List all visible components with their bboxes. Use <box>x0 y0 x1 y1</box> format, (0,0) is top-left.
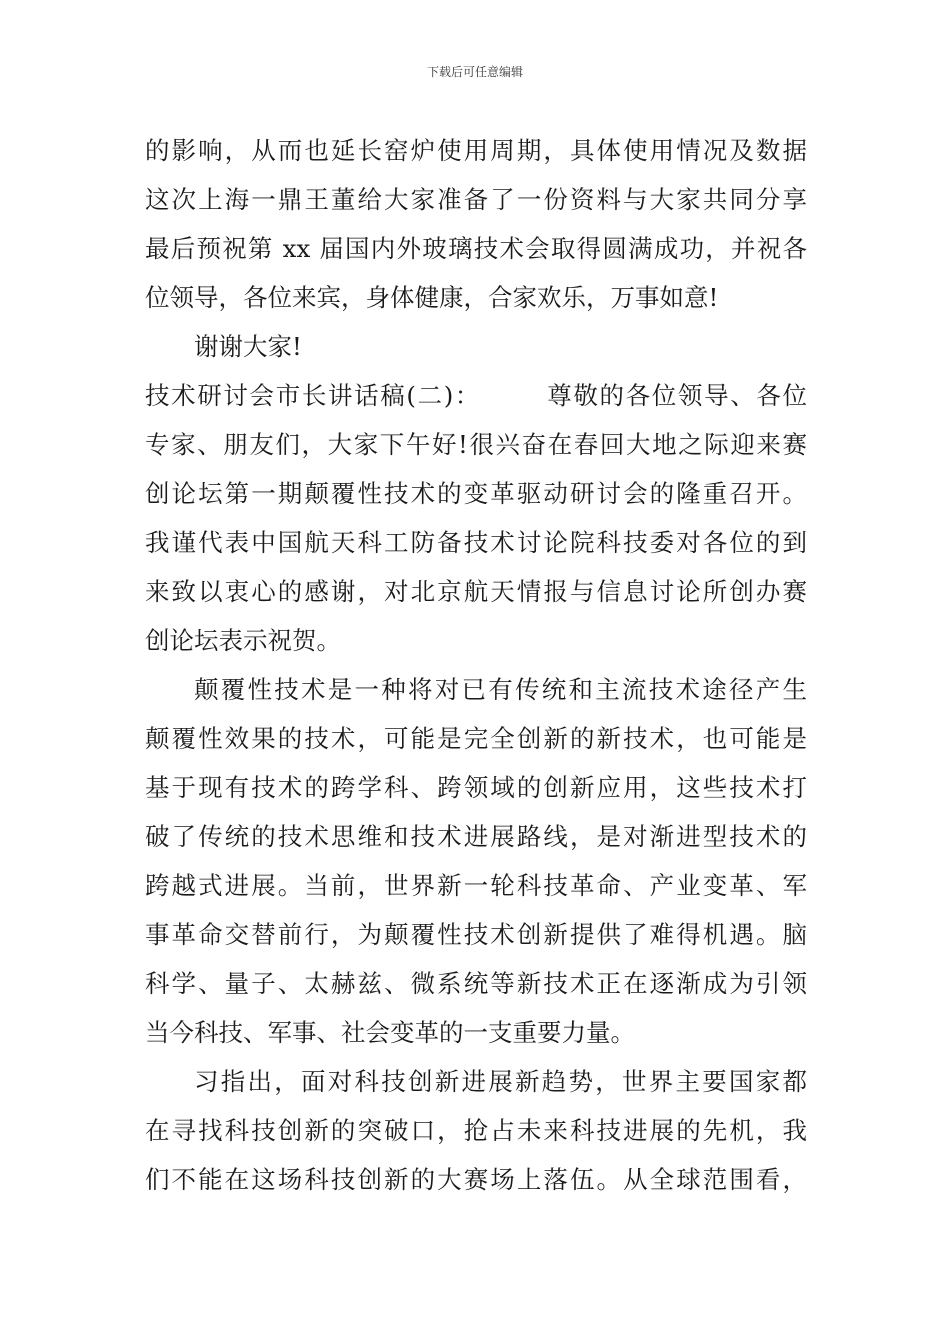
document-body <box>145 126 807 1204</box>
text-line: 创论坛第一期颠覆性技术的变革驱动研讨会的隆重召开。 <box>145 479 807 508</box>
text-line: 的影响，从而也延长窑炉使用周期，具体使用情况及数据 <box>145 136 807 165</box>
text-line: 谢谢大家! <box>194 332 302 361</box>
text-line: 位领导，各位来宾，身体健康，合家欢乐，万事如意! <box>145 283 719 312</box>
text-line: 我谨代表中国航天科工防备技术讨论院科技委对各位的到 <box>145 528 807 557</box>
text-line: 颠覆性技术是一种将对已有传统和主流技术途径产生 <box>194 675 807 704</box>
text-line: 来致以衷心的感谢，对北京航天情报与信息讨论所创办赛 <box>145 577 807 606</box>
text-line: 科学、量子、太赫兹、微系统等新技术正在逐渐成为引领 <box>145 969 807 998</box>
text-line: 事革命交替前行，为颠覆性技术创新提供了难得机遇。脑 <box>145 920 807 949</box>
text-line: 习指出，面对科技创新进展新趋势，世界主要国家都 <box>194 1067 807 1096</box>
text-line: 跨越式进展。当前，世界新一轮科技革命、产业变革、军 <box>145 871 807 900</box>
text-line: 创论坛表示祝贺。 <box>145 626 341 655</box>
text-line: 这次上海一鼎王董给大家准备了一份资料与大家共同分享 <box>145 185 807 214</box>
section-title-line: 技术研讨会市长讲话稿(二)： 尊敬的各位领导、各位 <box>145 381 807 410</box>
text-line: 最后预祝第 xx 届国内外玻璃技术会取得圆满成功，并祝各 <box>145 234 807 263</box>
text-line: 们不能在这场科技创新的大赛场上落伍。从全球范围看， <box>145 1165 807 1194</box>
page-header: 下载后可任意编辑 <box>426 65 523 79</box>
text-line: 基于现有技术的跨学科、跨领域的创新应用，这些技术打 <box>145 773 807 802</box>
text-line: 当今科技、军事、社会变革的一支重要力量。 <box>145 1018 635 1047</box>
text-line: 在寻找科技创新的突破口，抢占未来科技进展的先机，我 <box>145 1116 807 1145</box>
text-line: 颠覆性效果的技术，可能是完全创新的新技术，也可能是 <box>145 724 807 753</box>
text-line: 破了传统的技术思维和技术进展路线，是对渐进型技术的 <box>145 822 807 851</box>
text-line: 专家、朋友们，大家下午好!很兴奋在春回大地之际迎来赛 <box>145 430 807 459</box>
